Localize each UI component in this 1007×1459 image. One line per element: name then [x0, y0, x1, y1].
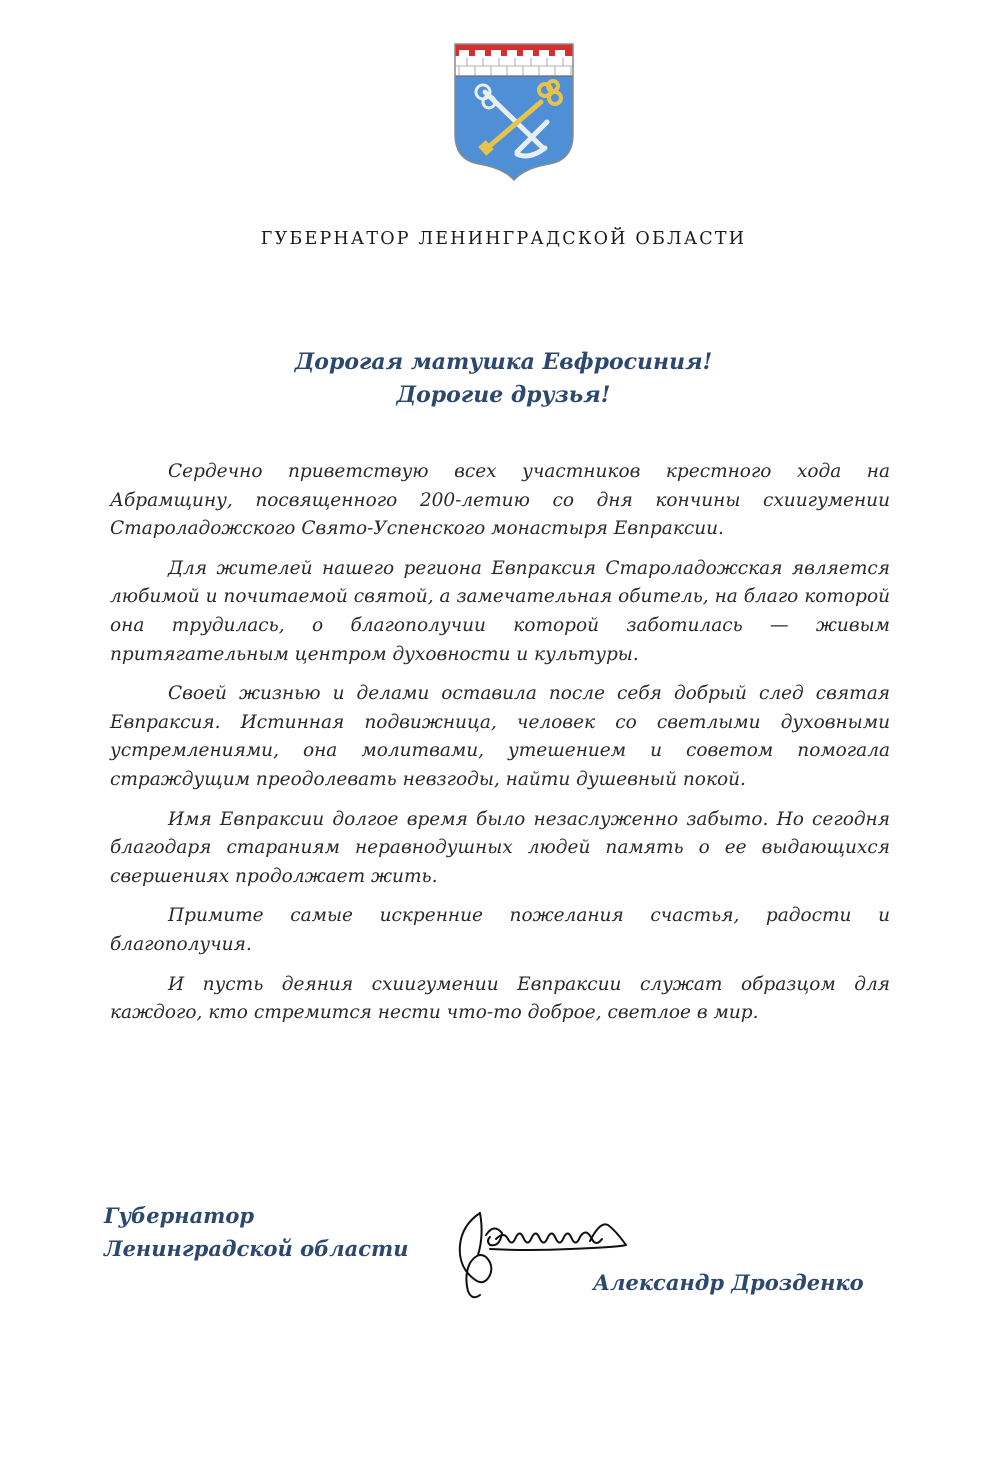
coat-of-arms-icon — [453, 42, 575, 182]
paragraph-6: И пусть деяния схиигумении Евпраксии служат образцом для каждого, кто стремится нести что-то доброе, светлое в мир. — [110, 973, 890, 1024]
signatory-name: Александр Дрозденко — [593, 1270, 864, 1295]
signatory-title-line-1: Губернатор — [104, 1203, 255, 1228]
greeting-line-2: Дорогие друзья! — [396, 382, 611, 408]
paragraph-1: Сердечно приветствую всех участников крестного хода на Абрамщину, посвященного 200-летию со дня кончины схиигумении Староладожского Свято-Успенского монастыря Евпраксии. — [110, 461, 890, 540]
greeting-line-1: Дорогая матушка Евфросиния! — [294, 349, 713, 375]
letter-body — [110, 458, 890, 1039]
paragraph-5: Примите самые искренние пожелания счастья, радости и благополучия. — [110, 905, 890, 955]
signatory-title-line-2: Ленинградской области — [104, 1236, 409, 1261]
paragraph-2: Для жителей нашего региона Евпраксия Староладожская является любимой и почитаемой святой, а замечательная обитель, на благо которой она трудилась, о благополучии которой заботилась — живым притягательным центром духовности и культуры. — [110, 557, 890, 665]
paragraph-4: Имя Евпраксии долгое время было незаслуженно забыто. Но сегодня благодаря стараниям неравнодушных людей память о ее выдающихся свершениях продолжает жить. — [110, 808, 890, 887]
paragraph-3: Своей жизнью и делами оставила после себя добрый след святая Евпраксия. Истинная подвижница, человек со светлыми духовными устремлениями, она молитвами, утешением и советом помогала страждущим преодолевать невзгоды, найти душевный покой. — [110, 683, 890, 790]
organization-title: ГУБЕРНАТОР ЛЕНИНГРАДСКОЙ ОБЛАСТИ — [260, 229, 747, 249]
